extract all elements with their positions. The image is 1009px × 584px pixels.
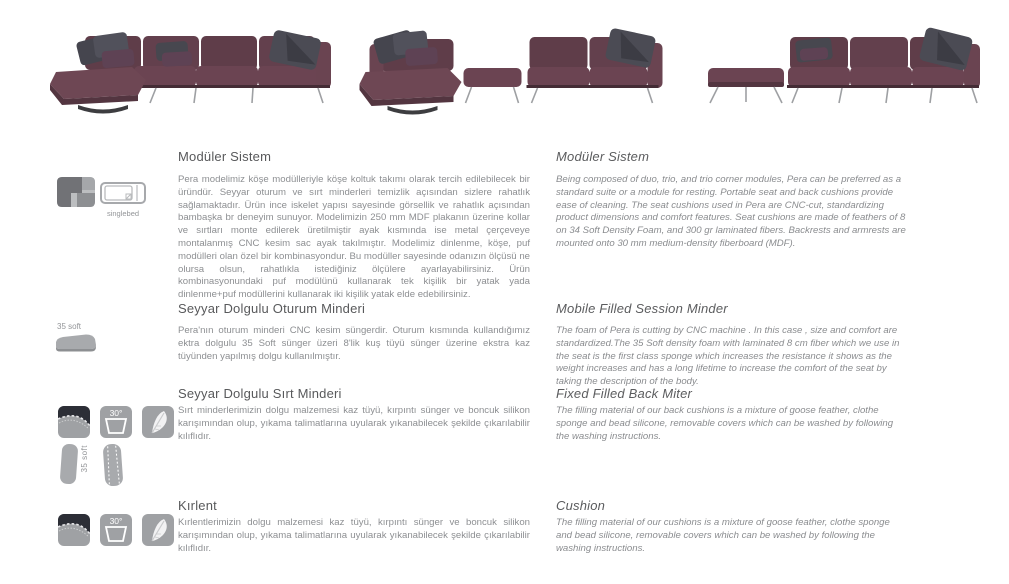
- wash-temp-label: 30°: [109, 516, 123, 526]
- section-1-title-tr: Modüler Sistem: [178, 149, 272, 164]
- soft-back-cushion-icon: [59, 442, 80, 485]
- section-4-body-tr: Kırlentlerimizin dolgu malzemesi kaz tüyü, kırpıntı sünger ve boncuk silikon karışımından olup, yıkama talimatlarına uyularak yıkanabilecek şekilde çıkarılabilir kılıflıdır.: [178, 517, 530, 554]
- singlebed-icon-drawing: [100, 182, 146, 204]
- singlebed-icon-label: singlebed: [106, 209, 140, 218]
- feather-filling-icon: [142, 514, 174, 546]
- section-4-body-en: The filling material of our cushions is a mixture of goose feather, clothe sponge and bead silicone, removable covers which can be washed by following the washing instructions.: [556, 517, 890, 554]
- soft-cushion-icon: [52, 333, 98, 353]
- section-2-body-en: The foam of Pera is cutting by CNC machine . In this case , size and comfort are standardized.The 35 Soft density foam with laminated 8 cm fiber which we use in the seat is the first class sponge which increases the resistance it shows as the weight increases and has a long lifetime to increase the comfort of the seat by taking the description of the body.: [556, 325, 900, 388]
- section-4-title-en: Cushion: [556, 498, 606, 513]
- section-1-body-tr: Pera modelimiz köşe modülleriyle köşe koltuk takımı olarak tercih edilebilecek bir üründür. Seyyar oturum ve sırt minderleri temizlik açısından sizlere rahatlık sağlamaktadır. Ürün ince iskelet yapısı sayesinde görsellik ve rahatlık açısından bambaşka br deneyim sunuyor. Modelimizin 250 mm MDF plakanın üzerine kollar ve sırtları monte edilerek üretilmiştir ayak kısmında ise metal çerçeveye montalanmış CNC kesim sac ayak takılmıştır. Modelimiz dinlenme, köşe, puf modülleri olan özel bir kombinasyondur. Bu modüller sayesinde odanızın ölçüsü ne olursa olsun, rahatlıkla istediğiniz ölçülere ayarlayabilirsiniz. Ürün kombinasyonundaki puf modülünü kullanarak tek kişilik bir yatak yada dinlenme+puf modüllerini kullanarak iki kişilik yatak elde edebilirsiniz.: [178, 174, 530, 301]
- section-2-title-tr: Seyyar Dolgulu Oturum Minderi: [178, 301, 366, 316]
- stitched-cushion-icon: [101, 442, 124, 487]
- section-3-body-tr: Sırt minderlerimizin dolgu malzemesi kaz tüyü, kırpıntı sünger ve boncuk silikon karışımından olup, yıkama talimatlarına uyularak yıkanabilecek şekilde çıkarılabilir kılıflıdır.: [178, 405, 530, 442]
- soft35-icon-label: 35 soft: [57, 322, 82, 331]
- section-3-title-tr: Seyyar Dolgulu Sırt Minderi: [178, 386, 342, 401]
- product-image-corner-sectional-sofa: [28, 22, 333, 117]
- singlebed-icon: [100, 182, 146, 218]
- modular-system-icon: [57, 177, 95, 207]
- section-1-title-en: Modüler Sistem: [556, 149, 650, 164]
- section-2-body-tr: Pera'nın oturum minderi CNC kesim süngerdir. Oturum kısmında kullandığımız ektra dolgulu 35 Soft sünger üzeri 8'lik kuş tüyü sünger üzerine ekstra kaz tüyünden yapılmış dolgu kullanılmıştır.: [178, 325, 530, 362]
- section-4-title-tr: Kırlent: [178, 498, 217, 513]
- product-image-ottoman-three-seater: [692, 22, 992, 117]
- zipper-cover-icon: [58, 514, 90, 546]
- feather-filling-icon: [142, 406, 174, 438]
- section-2-title-en: Mobile Filled Session Minder: [556, 301, 728, 316]
- wash-30-degrees-icon: [100, 514, 132, 546]
- wash-30-degrees-icon: [100, 406, 132, 438]
- zipper-cover-icon: [58, 406, 90, 438]
- section-3-title-en: Fixed Filled Back Miter: [556, 386, 693, 401]
- product-image-chaise-ottoman-two-seater: [348, 22, 666, 117]
- soft35-vertical-label: 35 soft: [80, 445, 89, 473]
- section-1-body-en: Being composed of duo, trio, and trio corner modules, Pera can be preferred as a standard suite or a module for resting. Portable seat and back cushions provide ease of cleaning. The seat cushions used in Pera are CNC-cut, standardizing product dimensions and comfort features. Seat cushions are made of feathers of 8 on 34 Soft Density Foam, and 300 gr laminated fibers. Backrests and armrests are mounted onto 30 mm medium-density fiberboard (MDF).: [556, 174, 906, 249]
- wash-temp-label: 30°: [109, 408, 123, 418]
- section-3-body-en: The filling material of our back cushions is a mixture of goose feather, clothe sponge and bead silicone, removable covers which can be washed by following the washing instructions.: [556, 405, 894, 442]
